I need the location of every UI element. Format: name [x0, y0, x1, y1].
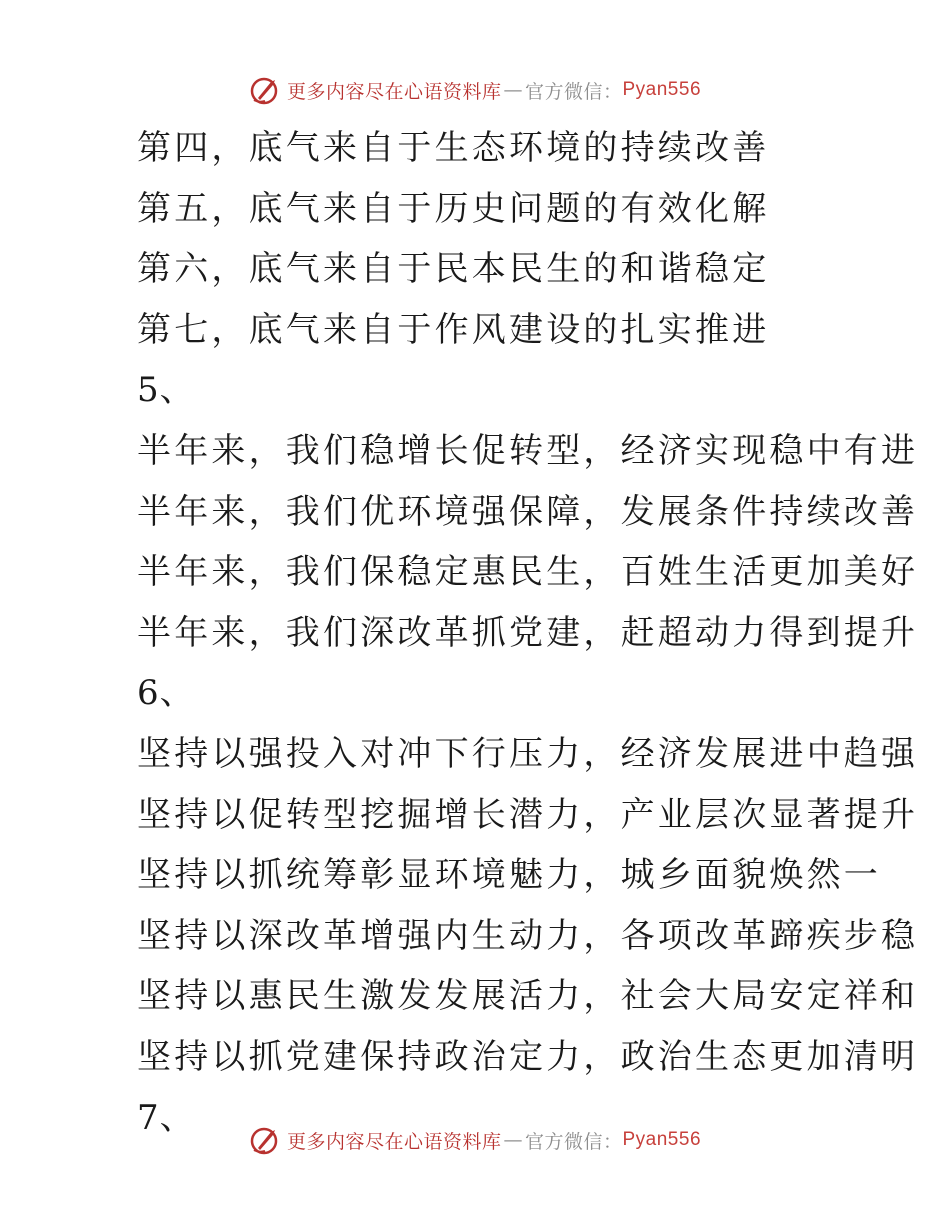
watermark-wechat-id: Pyan556: [622, 79, 702, 100]
text-line: 坚持以抓党建保持政治定力，政治生态更加清明: [137, 1036, 919, 1077]
section-number: 5、: [137, 370, 195, 411]
document-body: [137, 118, 927, 1148]
quill-pen-logo-icon: [249, 74, 281, 106]
text-line: 半年来，我们稳增长促转型，经济实现稳中有进: [137, 430, 919, 471]
text-line: 第七，底气来自于作风建设的扎实推进: [137, 309, 770, 350]
section-number: 7、: [137, 1097, 195, 1138]
text-line: 坚持以强投入对冲下行压力，经济发展进中趋强: [137, 733, 919, 774]
text-line: 坚持以惠民生激发发展活力，社会大局安定祥和: [137, 976, 919, 1017]
watermark-wechat-id: Pyan556: [622, 1129, 702, 1150]
text-line: 半年来，我们优环境强保障，发展条件持续改善: [137, 491, 919, 532]
footer-watermark: [0, 1124, 950, 1156]
watermark-wechat-label: 官方微信：: [524, 80, 623, 103]
text-line: 第五，底气来自于历史问题的有效化解: [137, 188, 770, 229]
text-line: 半年来，我们保稳定惠民生，百姓生活更加美好: [137, 552, 919, 593]
text-line: 半年来，我们深改革抓党建，赶超动力得到提升: [137, 612, 919, 653]
text-line: 坚持以促转型挖掘增长潜力，产业层次显著提升: [137, 794, 919, 835]
header-watermark: [0, 74, 950, 106]
text-line: 坚持以深改革增强内生动力，各项改革蹄疾步稳: [137, 915, 919, 956]
watermark-brand: 更多内容尽在心语资料库: [286, 80, 502, 103]
watermark-dash: —: [503, 1129, 523, 1151]
text-line: 第四，底气来自于生态环境的持续改善: [137, 128, 770, 168]
watermark-dash: —: [503, 79, 523, 101]
text-line: 坚持以抓统筹彰显环境魅力，城乡面貌焕然一: [137, 855, 881, 896]
watermark-wechat-label: 官方微信：: [524, 1130, 623, 1153]
section-number: 6、: [137, 673, 195, 714]
text-line: 第六，底气来自于民本民生的和谐稳定: [137, 249, 770, 290]
quill-pen-logo-icon: [249, 1124, 281, 1156]
watermark-brand: 更多内容尽在心语资料库: [286, 1130, 502, 1153]
